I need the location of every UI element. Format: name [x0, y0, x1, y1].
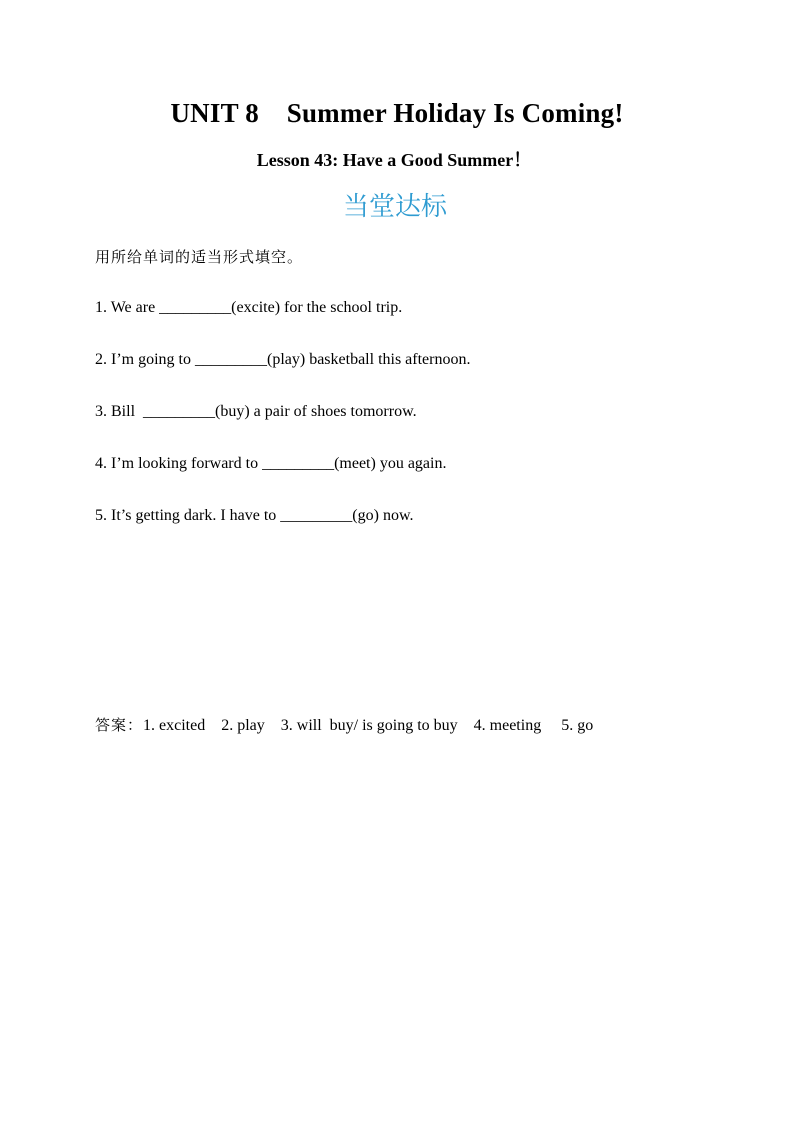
section-heading: 当堂达标	[342, 192, 447, 222]
question-item-1: 1. We are _________(excite) for the school trip.	[95, 299, 403, 316]
question-item-5: 5. It’s getting dark. I have to _________(go) now.	[95, 507, 414, 524]
answer-key	[95, 714, 593, 737]
answer-text: 1. excited 2. play 3. will buy/ is going to buy 4. meeting 5. go	[143, 717, 594, 734]
lesson-title: Lesson 43: Have a Good Summer！	[256, 150, 532, 170]
answer-label: 答案：	[95, 716, 144, 734]
unit-title: UNIT 8 Summer Holiday Is Coming!	[170, 98, 624, 128]
question-item-2: 2. I’m going to _________(play) basketball this afternoon.	[95, 351, 471, 368]
exercise-instruction: 用所给单词的适当形式填空。	[95, 248, 304, 266]
question-item-4: 4. I’m looking forward to _________(meet) you again.	[95, 455, 447, 472]
question-list	[95, 297, 735, 557]
question-item-3: 3. Bill _________(buy) a pair of shoes tomorrow.	[95, 403, 417, 420]
